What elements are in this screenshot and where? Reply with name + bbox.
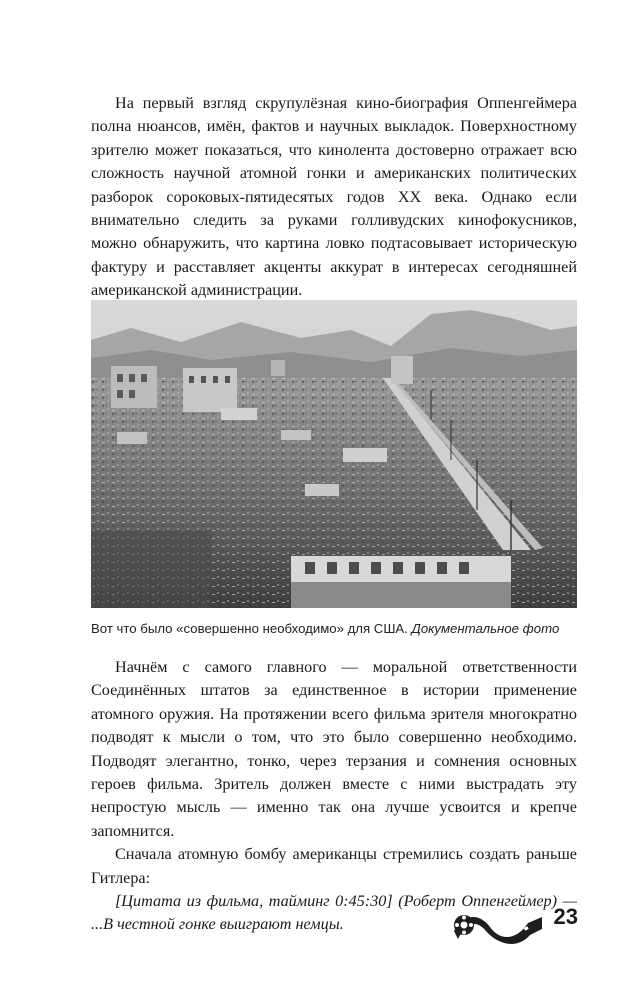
body-text-bottom (91, 656, 577, 937)
body-text-top (91, 92, 577, 303)
film-quote: [Цитата из фильма, тайминг 0:45:30] (Роберт Оппенгеймер) — ...В честной гонке выиграют немцы. (91, 892, 577, 934)
paragraph-2: Начнём с самого главного — моральной ответственности Соединённых штатов за единственное в истории применение атомного оружия. На протяжении всего фильма зрителя многократно подводят к мысли о том, что это было совершенно необходимо. Подводят элегантно, тонко, через терзания и сомнения основных героев фильма. Зритель должен вместе с ними выстрадать эту непростую мысль — именно так она лучше усвоится и крепче запомнится. (91, 658, 577, 840)
paragraph-3: Сначала атомную бомбу американцы стремились создать раньше Гитлера: (91, 845, 577, 887)
page-number: 23 (553, 904, 578, 929)
paragraph-1: На первый взгляд скрупулёзная кино-биография Оппенгеймера полна нюансов, имён, фактов и научных выкладок. Поверхностному зрителю может показаться, что кинолента достоверно отражает всю сложность научной атомной гонки и американских политических разборок сороковых-пятидесятых годов XX века. Однако если внимательно следить за руками голливудских кинофокусников, можно обнаружить, что картина ловко подтасовывает историческую фактуру и расставляет акценты аккурат в интересах сегодняшней американской администрации. (91, 94, 577, 300)
photo-caption (91, 620, 577, 638)
documentary-photo (91, 300, 577, 608)
caption-credit: Документальное фото (411, 621, 560, 636)
caption-main: Вот что было «совершенно необходимо» для США. (91, 621, 408, 636)
film-reel-icon (450, 903, 546, 947)
